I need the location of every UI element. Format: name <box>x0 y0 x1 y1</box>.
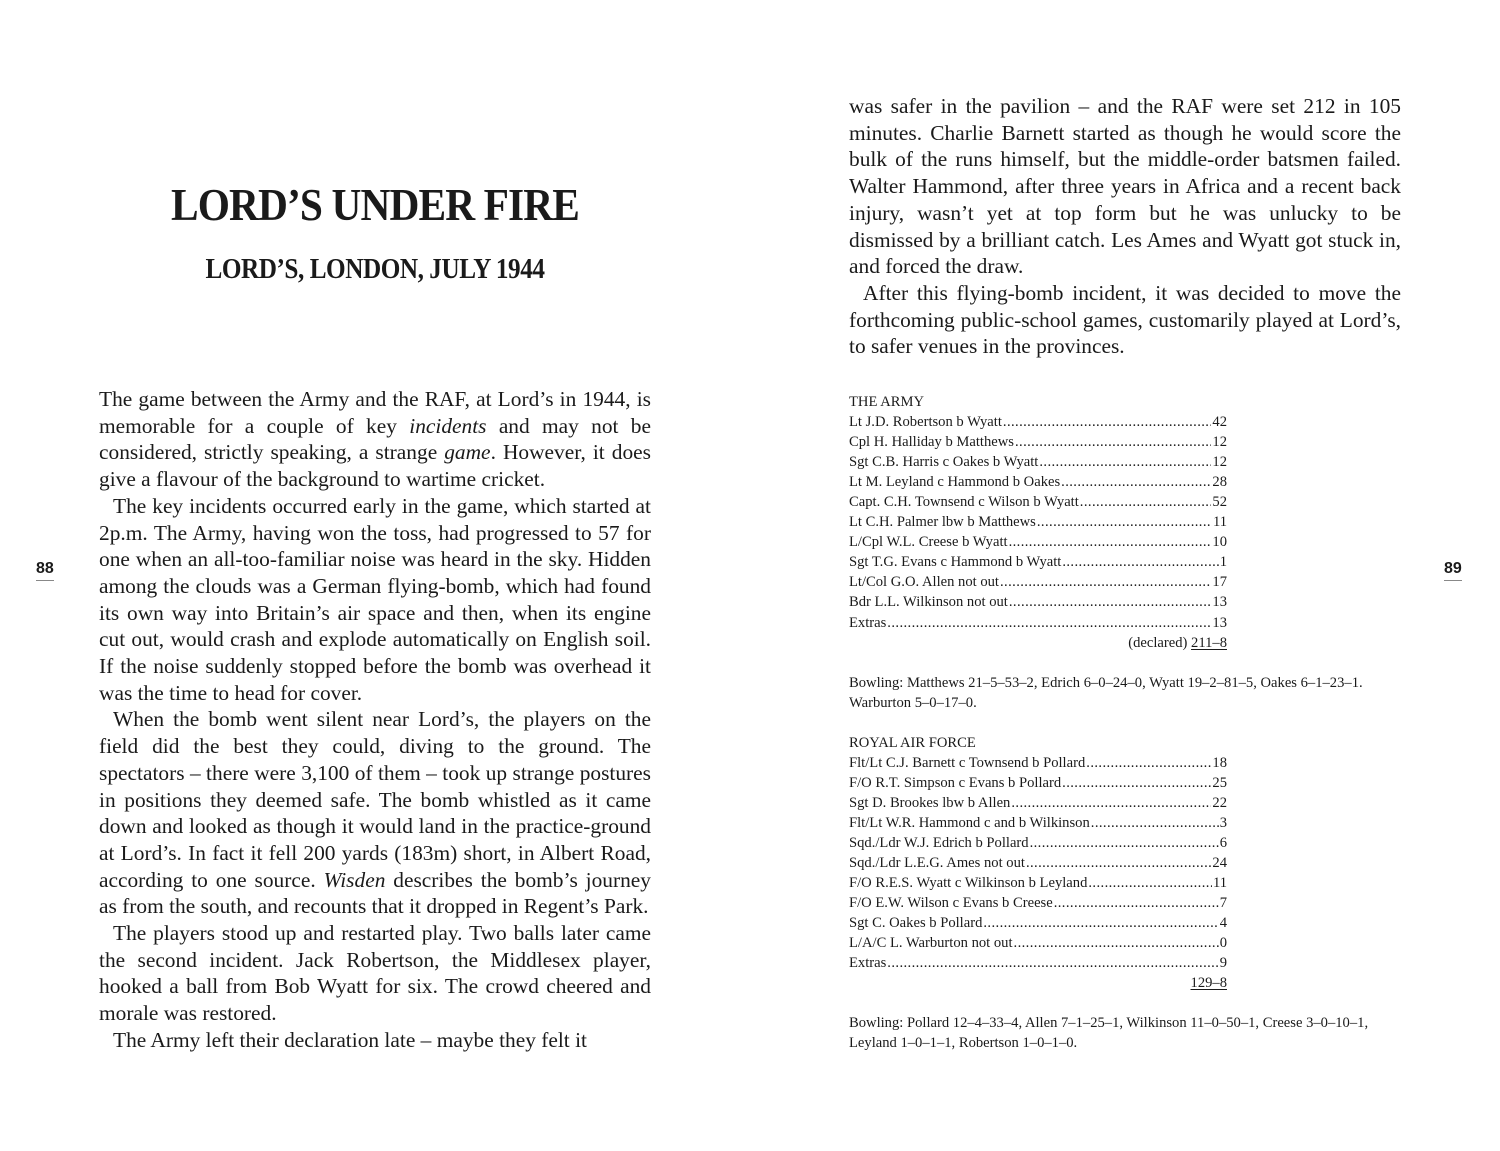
batsman-dismissal: F/O R.E.S. Wyatt c Wilkinson b Leyland <box>849 875 1088 892</box>
leader-dots <box>1011 793 1211 813</box>
leader-dots <box>1015 432 1211 452</box>
batting-row <box>849 893 1227 913</box>
runs-scored: 0 <box>1219 935 1227 952</box>
leader-dots <box>1014 933 1219 953</box>
batting-list <box>849 753 1227 974</box>
leader-dots <box>1080 492 1212 512</box>
runs-scored: 11 <box>1212 514 1227 531</box>
runs-scored: 52 <box>1212 494 1227 511</box>
paragraph: The Army left their declaration late – maybe they felt it <box>113 1027 587 1052</box>
paragraph: The players stood up and restarted play. Two balls later came the second incident. Jack Robertson, the Middlesex player, hooked a ball from Bob Wyatt for six. The crowd cheered and morale was restored. <box>99 921 651 1026</box>
leader-dots <box>1062 552 1218 572</box>
runs-scored: 10 <box>1212 534 1227 551</box>
batsman-dismissal: Flt/Lt W.R. Hammond c and b Wilkinson <box>849 814 1090 831</box>
paragraph: was safer in the pavilion – and the RAF were set 212 in 105 minutes. Charlie Barnett started as though he would score the bulk of the runs himself, but the middle-order batsmen failed. Walter Hammond, after three years in Africa and a recent back injury, wasn’t yet at top form but he was unlucky to be dismissed by a brilliant catch. Les Ames and Wyatt got stuck in, and forced the draw. <box>849 94 1401 279</box>
right-body-text <box>849 93 1401 360</box>
leader-dots <box>1030 833 1219 853</box>
batting-row <box>849 873 1227 893</box>
leader-dots <box>887 953 1218 973</box>
batting-row <box>849 773 1227 793</box>
runs-scored: 4 <box>1219 915 1227 932</box>
batting-row <box>849 492 1227 512</box>
batsman-dismissal: F/O E.W. Wilson c Evans b Creese <box>849 895 1053 912</box>
batting-row <box>849 753 1227 773</box>
right-page <box>750 0 1500 1151</box>
team-name: ROYAL AIR FORCE <box>849 734 976 751</box>
batsman-dismissal: Cpl H. Halliday b Matthews <box>849 434 1014 451</box>
runs-scored: 28 <box>1212 474 1227 491</box>
batsman-dismissal: F/O R.T. Simpson c Evans b Pollard <box>849 774 1062 791</box>
page-number-left: 88 <box>36 560 54 581</box>
batsman-dismissal: Capt. C.H. Townsend c Wilson b Wyatt <box>849 494 1079 511</box>
leader-dots <box>1026 853 1211 873</box>
batting-row <box>849 532 1227 552</box>
batting-row <box>849 793 1227 813</box>
leader-dots <box>983 913 1218 933</box>
chapter-title: LORD’S UNDER FIRE <box>171 179 579 230</box>
leader-dots <box>1037 512 1212 532</box>
leader-dots <box>887 613 1211 633</box>
paragraph: After this flying-bomb incident, it was decided to move the forthcoming public-school games, customarily played at Lord’s, to safer venues in the provinces. <box>849 280 1401 359</box>
paragraph: The game between the Army and the RAF, at Lord’s in 1944, is memorable for a couple of key incidents and may not be considered, strictly speaking, a strange game. However, it does give a flavour of the background to wartime cricket. <box>99 387 651 492</box>
chapter-subtitle: LORD’S, LONDON, JULY 1944 <box>205 254 545 285</box>
leader-dots <box>1061 472 1211 492</box>
scorecard <box>849 392 1369 1073</box>
leader-dots <box>1091 813 1219 833</box>
batting-row <box>849 913 1227 933</box>
batsman-dismissal: Flt/Lt C.J. Barnett c Townsend b Pollard <box>849 754 1086 771</box>
page-number-right: 89 <box>1444 560 1462 581</box>
leader-dots <box>1088 873 1212 893</box>
runs-scored: 17 <box>1212 574 1227 591</box>
paragraph: When the bomb went silent near Lord’s, the players on the field did the best they could, diving to the ground. The spectators – there were 3,100 of them – took up strange postures in positions they deemed safe. The bomb whistled as it came down and looked as though it would land in the practice-ground at Lord’s. In fact it fell 200 yards (183m) short, in Albert Road, according to one source. Wisden describes the bomb’s journey as from the south, and recounts that it dropped in Regent’s Park. <box>99 707 651 919</box>
batting-row <box>849 432 1227 452</box>
runs-scored: 13 <box>1212 594 1227 611</box>
runs-scored: 6 <box>1219 834 1227 851</box>
batting-row <box>849 592 1227 612</box>
batsman-dismissal: Bdr L.L. Wilkinson not out <box>849 594 1008 611</box>
batting-row <box>849 613 1227 633</box>
innings-total: 129–8 <box>1190 975 1227 992</box>
paragraph: The key incidents occurred early in the game, which started at 2p.m. The Army, having won the toss, had progressed to 57 for one when an all-too-familiar noise was heard in the sky. Hidden among the clouds was a German flying-bomb, which had found its own way into Britain’s air space and then, when its engine cut out, would crash and explode automatically on English soil. If the noise suddenly stopped before the bomb was overhead it was the time to head for cover. <box>99 493 651 705</box>
runs-scored: 1 <box>1219 554 1227 571</box>
italic-incidents: incidents <box>409 413 487 438</box>
batsman-dismissal: Sgt D. Brookes lbw b Allen <box>849 794 1011 811</box>
innings-total: (declared) 211–8 <box>1128 634 1227 651</box>
leader-dots <box>1003 412 1212 432</box>
runs-scored: 7 <box>1219 895 1227 912</box>
batsman-dismissal: Lt J.D. Robertson b Wyatt <box>849 414 1002 431</box>
batting-row <box>849 572 1227 592</box>
batsman-dismissal: Extras <box>849 614 887 631</box>
runs-scored: 42 <box>1212 414 1227 431</box>
runs-scored: 3 <box>1219 814 1227 831</box>
runs-scored: 18 <box>1212 754 1227 771</box>
batting-row <box>849 472 1227 492</box>
batsman-dismissal: Sgt T.G. Evans c Hammond b Wyatt <box>849 554 1062 571</box>
runs-scored: 12 <box>1212 434 1227 451</box>
runs-scored: 25 <box>1212 774 1227 791</box>
runs-scored: 9 <box>1219 955 1227 972</box>
batsman-dismissal: L/Cpl W.L. Creese b Wyatt <box>849 534 1008 551</box>
batting-row <box>849 552 1227 572</box>
italic-game: game <box>444 440 491 465</box>
italic-wisden: Wisden <box>323 867 386 892</box>
army-innings <box>849 392 1363 713</box>
batting-row <box>849 813 1227 833</box>
leader-dots <box>1000 572 1211 592</box>
batsman-dismissal: Extras <box>849 955 887 972</box>
leader-dots <box>1062 773 1211 793</box>
runs-scored: 12 <box>1212 454 1227 471</box>
team-name: THE ARMY <box>849 394 924 410</box>
bowling-figures: Bowling: Matthews 21–5–53–2, Edrich 6–0–24–0, Wyatt 19–2–81–5, Oakes 6–1–23–1. Warburton 5–0–17–0. <box>849 674 1363 711</box>
leader-dots <box>1054 893 1219 913</box>
batsman-dismissal: Lt M. Leyland c Hammond b Oakes <box>849 474 1061 491</box>
raf-innings <box>849 733 1369 1054</box>
batting-row <box>849 953 1227 973</box>
batting-row <box>849 933 1227 953</box>
leader-dots <box>1039 452 1211 472</box>
bowling-figures: Bowling: Pollard 12–4–33–4, Allen 7–1–25–1, Wilkinson 11–0–50–1, Creese 3–0–10–1, Leyland 1–0–1–1, Robertson 1–0–1–0. <box>849 1015 1369 1052</box>
batting-row <box>849 452 1227 472</box>
leader-dots <box>1009 532 1212 552</box>
left-body-text <box>99 386 651 1054</box>
batting-row <box>849 412 1227 432</box>
batsman-dismissal: Sqd./Ldr L.E.G. Ames not out <box>849 854 1025 871</box>
runs-scored: 11 <box>1212 875 1227 892</box>
batting-list <box>849 412 1227 633</box>
runs-scored: 22 <box>1212 794 1227 811</box>
runs-scored: 24 <box>1212 854 1227 871</box>
batting-row <box>849 833 1227 853</box>
batsman-dismissal: Sgt C.B. Harris c Oakes b Wyatt <box>849 454 1039 471</box>
leader-dots <box>1086 753 1211 773</box>
batting-row <box>849 512 1227 532</box>
runs-scored: 13 <box>1212 614 1227 631</box>
batsman-dismissal: Lt C.H. Palmer lbw b Matthews <box>849 514 1036 531</box>
batsman-dismissal: Sgt C. Oakes b Pollard <box>849 915 983 932</box>
leader-dots <box>1009 592 1212 612</box>
batsman-dismissal: L/A/C L. Warburton not out <box>849 935 1013 952</box>
batting-row <box>849 853 1227 873</box>
batsman-dismissal: Sqd./Ldr W.J. Edrich b Pollard <box>849 834 1029 851</box>
batsman-dismissal: Lt/Col G.O. Allen not out <box>849 574 999 591</box>
